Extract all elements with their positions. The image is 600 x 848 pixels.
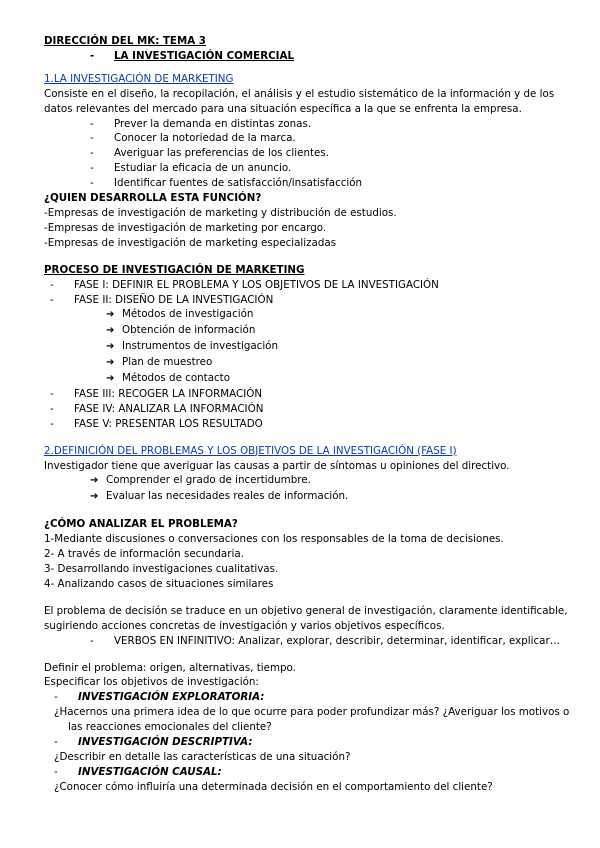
type-description: ¿Conocer cómo influiría una determinada decisión en el comportamiento del cliente? [54, 780, 493, 793]
type-description: ¿Hacernos una primera idea de lo que ocurre para poder profundizar más? ¿Averiguar los motivos o [54, 706, 570, 719]
list-item: - Averiguar las preferencias de los clientes. [90, 147, 330, 160]
list-item: -Empresas de investigación de marketing por encargo. [44, 221, 327, 234]
list-item: -Empresas de investigación de marketing y distribución de estudios. [44, 206, 397, 219]
arrow-icon: ➔ [90, 475, 99, 487]
list-item: 4- Analizando casos de situaciones similares [44, 577, 274, 590]
section-2-intro: Investigador tiene que averiguar las causas a partir de síntomas u opiniones del directivo. [44, 459, 510, 472]
arrow-icon: ➔ [106, 357, 115, 369]
section-2-arrow-list [44, 473, 564, 505]
section-1-intro: Consiste en el diseño, la recopilación, el análisis y el estudio sistemático de la información y de los [44, 87, 555, 100]
section-1-intro-cont: datos relevantes del mercado para una situación específica a la que se enfrenta la empresa. [44, 102, 522, 115]
list-item: - Identificar fuentes de satisfacción/insatisfacción [90, 177, 363, 190]
list-item: 3- Desarrollando investigaciones cualitativas. [44, 563, 279, 575]
list-item: 2- A través de información secundaria. [44, 548, 244, 561]
list-item: 1-Mediante discusiones o conversaciones con los responsables de la toma de decisiones. [44, 533, 504, 546]
list-item: - INVESTIGACIÓN CAUSAL: [54, 765, 222, 778]
type-description: ¿Describir en detalle las características de una situación? [54, 750, 351, 763]
process-heading: PROCESO DE INVESTIGACIÓN DE MARKETING [44, 263, 305, 276]
list-item: ➔ Comprender el grado de incertidumbre. [90, 473, 564, 489]
list-item: - FASE I: DEFINIR EL PROBLEMA Y LOS OBJETIVOS DE LA INVESTIGACIÓN [50, 278, 439, 291]
section-1-bullet-list [44, 117, 564, 192]
list-item: ➔ Métodos de investigación [106, 307, 564, 323]
document-title: DIRECCIÓN DEL MK: TEMA 3 [44, 35, 206, 47]
phase-2-sublist [50, 307, 564, 387]
list-item: ➔ Evaluar las necesidades reales de información. [90, 489, 564, 505]
list-item: - Conocer la notoriedad de la marca. [90, 132, 296, 145]
type-description-cont: las reacciones emocionales del cliente? [68, 721, 272, 734]
who-heading: ¿QUIEN DESARROLLA ESTA FUNCIÓN? [44, 192, 262, 205]
verbs-line: - VERBOS EN INFINITIVO: Analizar, explorar, describir, determinar, identificar, explicar… [90, 634, 561, 647]
list-item: - Prever la demanda en distintas zonas. [90, 117, 312, 130]
list-item: - FASE III: RECOGER LA INFORMACIÓN [50, 387, 263, 400]
list-item: - FASE II: DISEÑO DE LA INVESTIGACIÓN [50, 293, 274, 306]
research-types-list [44, 690, 570, 794]
section-1-heading: 1.LA INVESTIGACIÓN DE MARKETING [44, 72, 234, 85]
list-item: - INVESTIGACIÓN EXPLORATORIA: [54, 691, 265, 704]
list-item: - FASE IV: ANALIZAR LA INFORMACIÓN [50, 402, 264, 415]
arrow-icon: ➔ [106, 325, 115, 337]
arrow-icon: ➔ [106, 341, 115, 353]
list-item: - FASE V: PRESENTAR LOS RESULTADO [50, 417, 263, 430]
arrow-icon: ➔ [90, 491, 99, 503]
list-item: -Empresas de investigación de marketing especializadas [44, 236, 337, 249]
list-item: - Estudiar la eficacia de un anuncio. [90, 162, 292, 175]
section-2-heading: 2.DEFINICIÓN DEL PROBLEMAS Y LOS OBJETIVOS DE LA INVESTIGACIÓN (FASE I) [44, 444, 457, 457]
decision-paragraph: El problema de decisión se traduce en un objetivo general de investigación, claramente identificable, [44, 604, 568, 617]
specify-objectives: Especificar los objetivos de investigación: [44, 676, 259, 689]
arrow-icon: ➔ [106, 373, 115, 385]
document-page [44, 34, 570, 795]
list-item: ➔ Métodos de contacto [106, 371, 564, 387]
define-problem: Definir el problema: origen, alternativas, tiempo. [44, 661, 296, 674]
list-item: ➔ Obtención de información [106, 323, 564, 339]
how-heading: ¿CÓMO ANALIZAR EL PROBLEMA? [44, 518, 238, 531]
list-item: ➔ Plan de muestreo [106, 355, 564, 371]
document-subtitle: - LA INVESTIGACIÓN COMERCIAL [90, 49, 295, 62]
decision-paragraph-cont: sugiriendo acciones concretas de investigación y varios objetivos específicos. [44, 619, 445, 632]
process-phase-list [44, 278, 564, 432]
list-item: - INVESTIGACIÓN DESCRIPTIVA: [54, 736, 253, 749]
arrow-icon: ➔ [106, 309, 115, 321]
list-item: ➔ Instrumentos de investigación [106, 339, 564, 355]
